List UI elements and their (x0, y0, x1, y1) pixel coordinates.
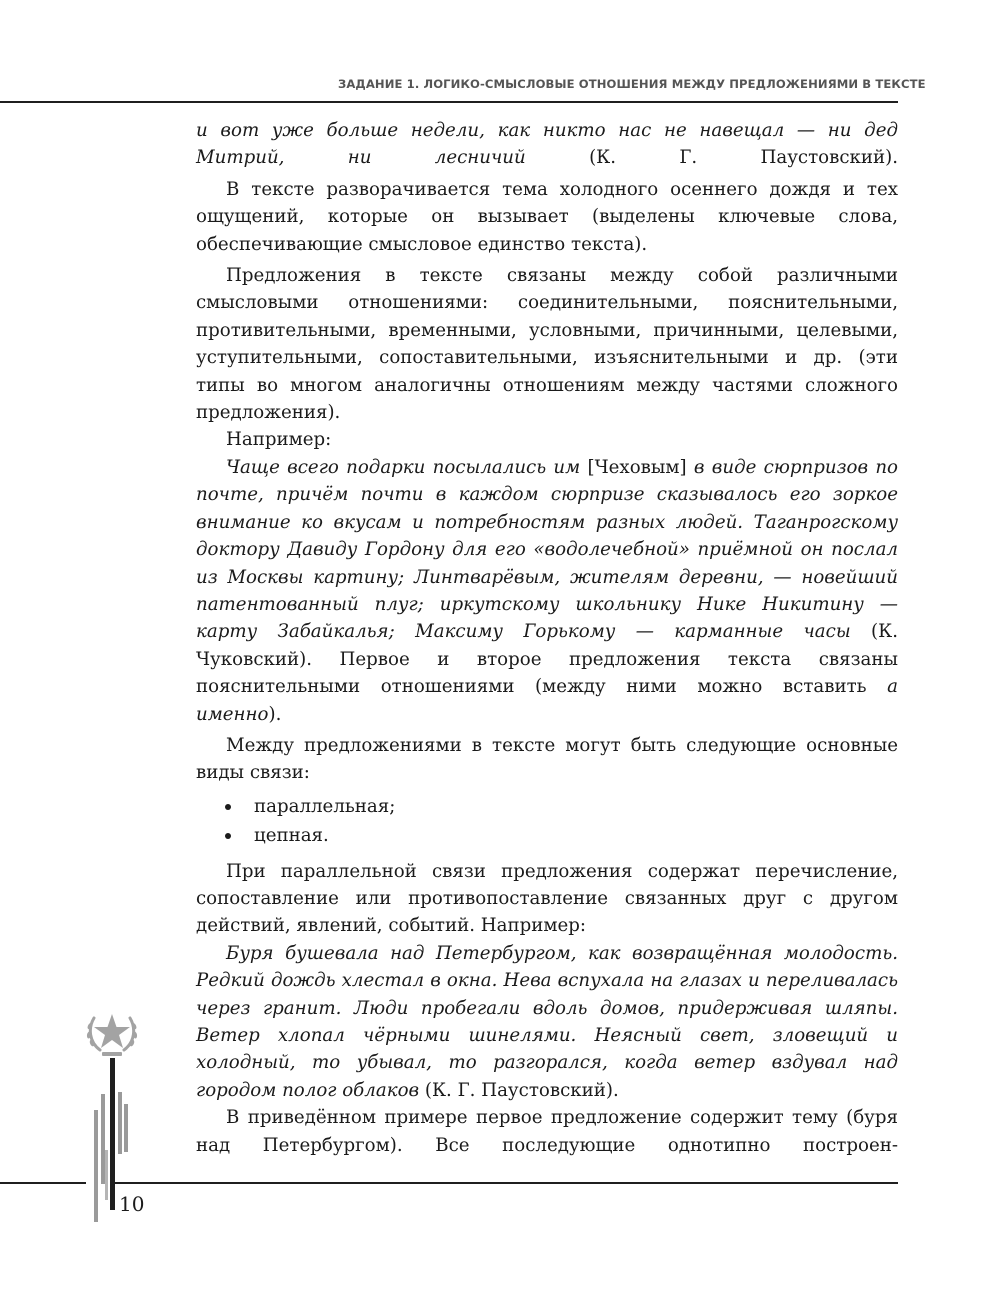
example-italic-b: в виде сюрпризов по почте, причём почти в каждом сюрпризе сказывалось его зоркое внимание ко вкусам и потребностям разных людей. Таганрогскому доктору Давиду Гордону для его «водолечебной» приёмной он послал из Москвы картину; Линтварёвым, жителям деревни, — новейший патентованный плуг; иркутскому школьнику Нике Никитину — карту Забайкалья; Максиму Горькому — карманные часы (196, 456, 898, 643)
ornament-bar (110, 1058, 115, 1210)
example-italic: Буря бушевала над Петербургом, как возвращённая молодость. Редкий дождь хлестал в окна. Нева вспухала на глазах и переливалась через гранит. Люди пробегали вдоль домов, придерживая шляпы. Ветер хлопал чёрными шинелями. Неясный свет, зловещий и холодный, то убывал, то разгорался, когда ветер вздувал над городом полог облаков (196, 942, 898, 1101)
quote-italic: и вот уже больше недели, как никто нас не навещал — ни дед Митрий, ни лесничий (196, 120, 898, 169)
ornament-bar (105, 1150, 108, 1200)
ornament-bar (118, 1092, 122, 1154)
ornament-bar (101, 1094, 105, 1184)
paragraph-6: Между предложениями в тексте могут быть следующие основные виды связи: (196, 734, 898, 784)
paragraph-7: При параллельной связи предложения содержат перечисление, сопоставление или противопоставление связанных друг с другом действий, явлений, событий. Например: (196, 860, 898, 937)
running-head: ЗАДАНИЕ 1. ЛОГИКО-СМЫСЛОВЫЕ ОТНОШЕНИЯ МЕЖДУ ПРЕДЛОЖЕНИЯМИ В ТЕКСТЕ (338, 77, 926, 91)
quote-source: (К. Г. Паустовский). (525, 147, 899, 169)
page-number: 10 (119, 1192, 145, 1216)
footer-rule (110, 1182, 898, 1184)
ornament-bar (124, 1104, 128, 1152)
example-italic-a: Чаще всего подарки посылались им (226, 456, 588, 478)
list-item-label: цепная. (254, 825, 329, 847)
list-item-label: параллельная; (254, 795, 396, 817)
example-source: (К. Г. Паустовский). (419, 1079, 619, 1101)
footer-rule-left (0, 1182, 86, 1184)
paragraph-9: В приведённом примере первое предложение содержит тему (буря над Петербургом). Все последующие однотипно построен- (196, 1107, 898, 1156)
paragraph-2: В тексте разворачивается тема холодного осеннего дождя и тех ощущений, которые он вызывает (выделены ключевые слова, обеспечивающие смысловое единство текста). (196, 178, 898, 255)
example-bracket: [Чеховым] (587, 456, 687, 478)
example-end: ). (268, 703, 282, 725)
ornament-bar (94, 1110, 98, 1222)
example-italic-c: а именно (196, 676, 898, 725)
paragraph-4: Например: (226, 429, 332, 451)
paragraph-3: Предложения в тексте связаны между собой различными смысловыми отношениями: соединительными, пояснительными, противительными, временными, условными, причинными, целевыми, уступительными, сопоставительными, изъяснительными и др. (эти типы во многом аналогичны отношениям между частями сложного предложения). (196, 265, 898, 424)
example-source: (К. Чуковский). Первое и второе предложения текста связаны пояснительными отношениями (между ними можно вставить (196, 621, 898, 698)
